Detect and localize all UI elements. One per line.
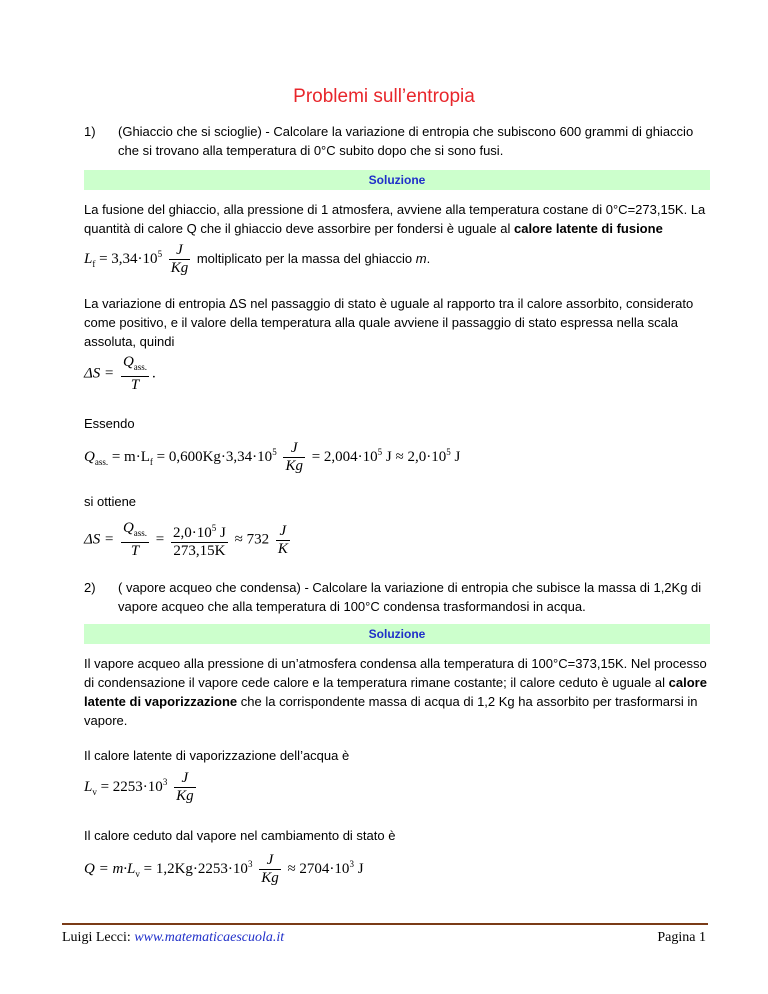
lf-equation: [84, 242, 430, 277]
footer-author: Luigi Lecci: www.matematicaescuola.it: [62, 930, 285, 945]
footer-site-link[interactable]: www.matematicaescuola.it: [134, 930, 285, 945]
problem-2-text: ( vapore acqueo che condensa) - Calcolare la variazione di entropia che subisce la massa di 1,2Kg di vapore acqueo che alla temperatura di 100°C condensa trasformandosi in acqua.: [118, 580, 702, 614]
solution-1-label: Soluzione: [368, 173, 426, 187]
problem-2-number: 2): [84, 580, 96, 595]
essendo-label: Essendo: [84, 416, 135, 431]
problem-1-text: (Ghiaccio che si scioglie) - Calcolare la variazione di entropia che subiscono 600 grammi di ghiaccio che si trovano alla temperatura di 0°C subito dopo che si sono fusi.: [118, 124, 694, 158]
unit-j-per-k: $\frac{J}{K}$: [277, 522, 288, 557]
unit-j-per-kg: $\frac{J}{Kg}$: [170, 242, 189, 276]
result-fraction: $\frac{2,0\cdot 10^5 J}{273,15K}$: [171, 520, 228, 560]
p1-para1-bold: calore latente di fusione: [513, 221, 663, 236]
lv-equation: $L_v = 2253\cdot 10^3$ $\frac{J}{Kg}$: [84, 770, 194, 804]
footer-rule: [62, 923, 708, 925]
problem-1-number: 1): [84, 124, 96, 139]
si-ottiene-label: si ottiene: [84, 494, 137, 509]
problem-2-paragraph-3: Il calore ceduto dal vapore nel cambiamento di stato è: [84, 828, 396, 843]
lf-tail: moltiplicato per la massa del ghiaccio m.: [196, 250, 431, 266]
entropy-result-equation: ΔS = $\frac{Q_{ass.}}{T}$ = $\frac{2,0\cdot 10^5 J}{273,15K}$ ≈ 732 $\frac{J}{K}$: [84, 520, 288, 559]
qass-equation: $Q_{ass.} = m\cdot L_f = 0,600Kg\cdot 3,34\cdot 10^5$ $\frac{J}{Kg}$ = $2,004\cdot 10^5$ $J \approx 2,0\cdot 10^5$ J: [84, 440, 461, 474]
page-title: Problemi sull’entropia: [293, 86, 475, 107]
p2-para1-bold: calore latente di vaporizzazione: [84, 675, 707, 709]
problem-2-paragraph-2: Il calore latente di vaporizzazione dell’acqua è: [84, 748, 350, 763]
ds-equation: ΔS = $\frac{Q_{ass.}}{T}$ .: [84, 354, 156, 393]
lf-formula: $L_f = 3,34\cdot 10^5$: [84, 248, 163, 269]
unit-j-per-kg-2: $\frac{J}{Kg}$: [285, 440, 303, 474]
q-vapour-equation: $Q = m\cdot L_v = 1,2Kg\cdot 2253\cdot 10^3$ $\frac{J}{Kg}$ ≈ $2704\cdot 10^3$ J: [84, 852, 364, 886]
solution-2-label: Soluzione: [368, 627, 426, 641]
q-over-t: $\frac{Q_{ass.}}{T}$: [122, 354, 148, 393]
solution-1-bar: [84, 170, 710, 190]
problem-1-paragraph-1: [84, 200, 710, 238]
p1-para1-text: La fusione del ghiaccio, alla pressione di 1 atmosfera, avviene alla temperatura costane di 0°C=273,15K. La quantità di calore Q che il ghiaccio deve assorbire per fondersi è uguale al: [84, 202, 706, 236]
problem-1-paragraph-2: La variazione di entropia ΔS nel passaggio di stato è uguale al rapporto tra il calore assorbito, considerato come positivo, e il valore della temperatura alla quale avviene il passaggio di stato espressa nella scala assoluta, quindi: [84, 296, 694, 349]
problem-2-paragraph-1: Il vapore acqueo alla pressione di un’atmosfera condensa alla temperatura di 100°C=373,15K. Nel processo di condensazione il vapore cede calore e la temperatura rimane costante; il calore ceduto è uguale al calore latente di vaporizzazione che la corrispondente massa di acqua di 1,2 Kg ha assorbito per trasformarsi in vapore.: [84, 656, 707, 728]
footer-page-number: Pagina 1: [657, 930, 706, 945]
solution-2-bar: [84, 624, 710, 644]
